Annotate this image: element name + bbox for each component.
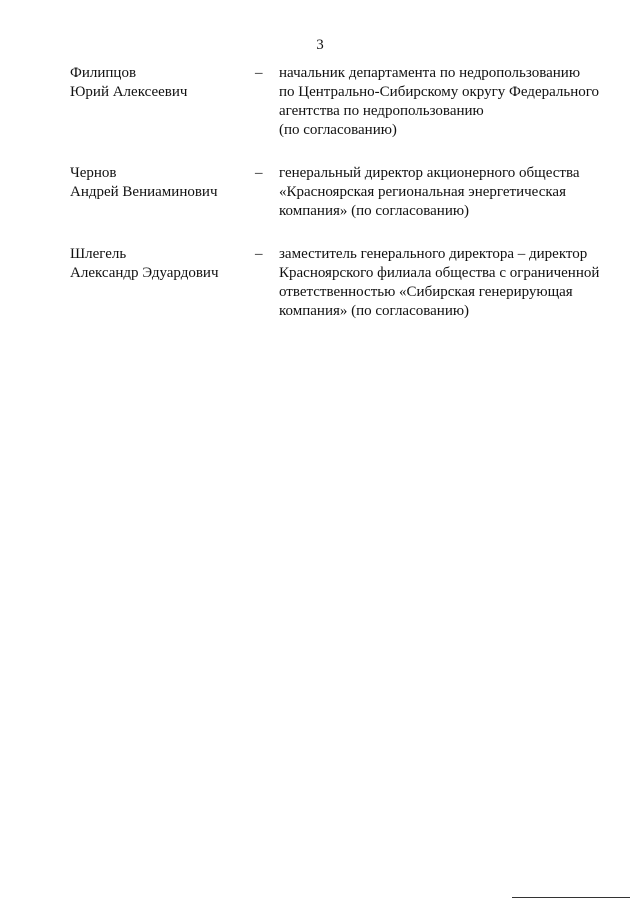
position-line: заместитель генерального директора – директор	[279, 246, 588, 262]
member-surname: Шлегель	[70, 246, 127, 262]
member-name	[70, 164, 255, 221]
member-entry-2	[70, 164, 590, 221]
member-given-names: Юрий Алексеевич	[70, 84, 188, 100]
member-position	[279, 164, 590, 221]
position-line: начальник департамента по недропользованию	[279, 65, 581, 81]
member-position	[279, 64, 600, 140]
member-entry-3	[70, 245, 600, 321]
position-line: генеральный директор акционерного общества	[279, 165, 580, 181]
page-number: 3	[316, 37, 324, 53]
member-name	[70, 245, 255, 321]
footer-rule	[512, 897, 630, 898]
dash-separator: –	[255, 246, 263, 262]
position-line: ответственностью «Сибирская генерирующая	[279, 284, 573, 300]
member-entry-1	[70, 64, 600, 140]
member-position	[279, 245, 600, 321]
position-line: Красноярского филиала общества с ограниченной	[279, 265, 600, 281]
member-name	[70, 64, 255, 140]
position-line: «Красноярская региональная энергетическая	[279, 184, 566, 200]
member-given-names: Андрей Вениаминович	[70, 184, 218, 200]
dash-separator: –	[255, 165, 263, 181]
position-line: (по согласованию)	[279, 122, 397, 138]
member-surname: Филипцов	[70, 65, 137, 81]
dash-separator: –	[255, 65, 263, 81]
member-given-names: Александр Эдуардович	[70, 265, 219, 281]
member-surname: Чернов	[70, 165, 117, 181]
position-line: компания» (по согласованию)	[279, 303, 470, 319]
position-line: по Центрально-Сибирскому округу Федерального	[279, 84, 600, 100]
member-list	[70, 64, 600, 345]
position-line: компания» (по согласованию)	[279, 203, 470, 219]
position-line: агентства по недропользованию	[279, 103, 484, 119]
